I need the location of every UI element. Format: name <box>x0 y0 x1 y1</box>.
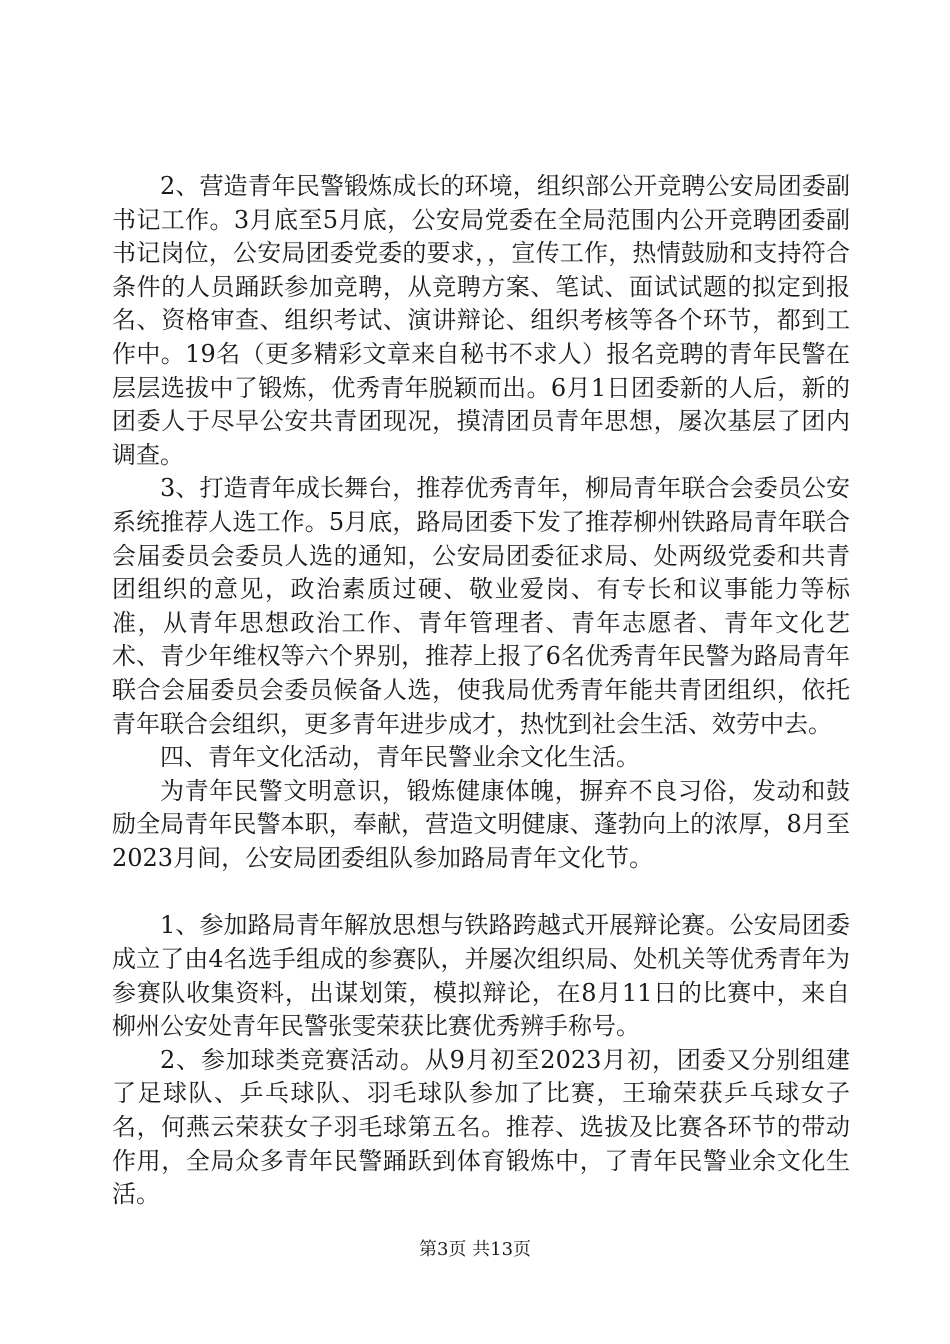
paragraph-debate: 1、参加路局青年解放思想与铁路跨越式开展辩论赛。公安局团委成立了由4名选手组成的参赛队，并屡次组织局、处机关等优秀青年为参赛队收集资料，出谋划策，模拟辩论，在8月11日的比赛中，来自柳州公安处青年民警张雯荣获比赛优秀辨手称号。 <box>112 911 850 1041</box>
page-footer: 第3页 共13页 <box>418 1239 532 1260</box>
paragraph-youth-stage: 3、打造青年成长舞台，推荐优秀青年，柳局青年联合会委员公安系统推荐人选工作。5月底，路局团委下发了推荐柳州铁路局青年联合会届委员会委员人选的通知，公安局团委征求局、处两级党委和共青团组织的意见，政治素质过硬、敬业爱岗、有专长和议事能力等标准，从青年思想政治工作、青年管理者、青年志愿者、青年文化艺术、青少年维权等六个界别，推荐上报了6名优秀青年民警为路局青年联合会届委员会委员候备人选，使我局优秀青年能共青团组织，依托青年联合会组织，更多青年进步成才，热忱到社会生活、效劳中去。 <box>112 474 850 738</box>
paragraph-recruitment: 2、营造青年民警锻炼成长的环境，组织部公开竞聘公安局团委副书记工作。3月底至5月底，公安局党委在全局范围内公开竞聘团委副书记岗位，公安局团委党委的要求，，宣传工作，热情鼓励和支持符合条件的人员踊跃参加竞聘，从竞聘方案、笔试、面试试题的拟定到报名、资格审查、组织考试、演讲辩论、组织考核等各个环节，都到工作中。19名（更多精彩文章来自秘书不求人）报名竞聘的青年民警在层层选拔中了锻炼，优秀青年脱颖而出。6月1日团委新的人后，新的团委人于尽早公安共青团现况，摸清团员青年思想，屡次基层了团内调查。 <box>112 172 850 469</box>
paragraph-ball-games: 2、参加球类竞赛活动。从9月初至2023月初，团委又分别组建了足球队、乒乓球队、羽毛球队参加了比赛，王瑜荣获乒乓球女子名，何燕云荣获女子羽毛球第五名。推荐、选拔及比赛各环节的带动作用，全局众多青年民警踊跃到体育锻炼中，了青年民警业余文化生活。 <box>112 1045 850 1209</box>
paragraph-culture-intro: 为青年民警文明意识，锻炼健康体魄，摒弃不良习俗，发动和鼓励全局青年民警本职，奉献，营造文明健康、蓬勃向上的浓厚，8月至2023月间，公安局团委组队参加路局青年文化节。 <box>112 776 850 872</box>
paragraph-spacer <box>112 875 850 909</box>
section-heading-culture: 四、青年文化活动，青年民警业余文化生活。 <box>160 743 640 772</box>
document-body <box>112 170 850 1212</box>
